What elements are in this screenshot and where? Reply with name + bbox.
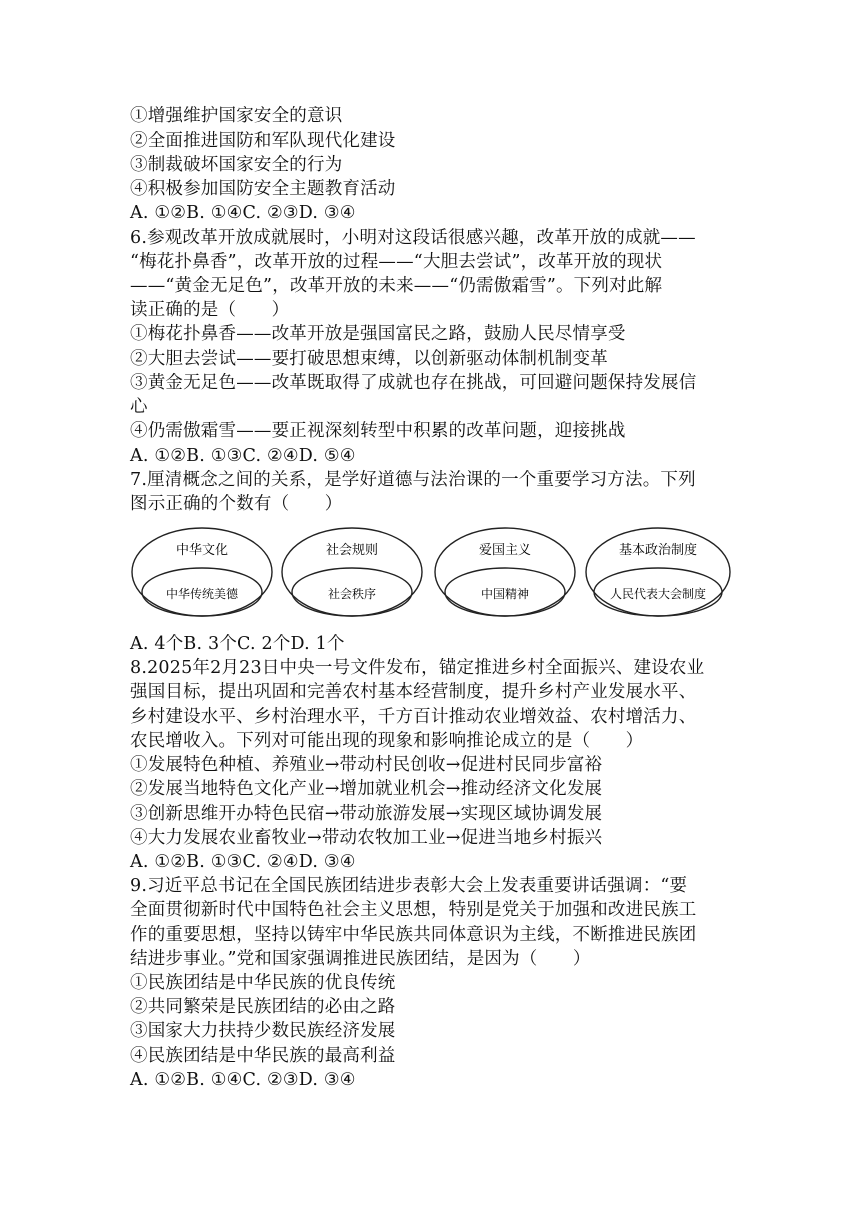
- text-line: ①增强维护国家安全的意识: [130, 106, 343, 126]
- text-line: ②共同繁荣是民族团结的必由之路: [130, 997, 396, 1017]
- answer-options: A. ①②B. ①③C. ②④D. ③④: [130, 852, 356, 872]
- text-line: ③黄金无足色——改革既取得了成就也存在挑战，可回避问题保持发展信: [130, 373, 697, 393]
- diagram-2-outer-label: 社会规则: [325, 543, 379, 558]
- question-6-text: “梅花扑鼻香”，改革开放的过程——“大胆去尝试”，改革开放的现状: [130, 252, 663, 272]
- question-8-text: 农民增收入。下列对可能出现的现象和影响推论成立的是（ ）: [130, 731, 644, 751]
- question-6-text: 读正确的是（ ）: [130, 300, 290, 320]
- question-7-text: 7.厘清概念之间的关系，是学好道德与法治课的一个重要学习方法。下列: [130, 470, 696, 490]
- answer-options: A. ①②B. ①③C. ②④D. ⑤④: [130, 446, 356, 466]
- diagram-2: [282, 528, 422, 616]
- diagram-2-inner-label: 社会秩序: [327, 587, 377, 601]
- diagram-3-outer-label: 爱国主义: [478, 543, 532, 558]
- diagram-1-outer-label: 中华文化: [175, 543, 229, 558]
- text-line: ①发展特色种植、养殖业→带动村民创收→促进村民同步富裕: [130, 755, 603, 775]
- question-9-text: 全面贯彻新时代中国特色社会主义思想，特别是党关于加强和改进民族工: [130, 900, 697, 920]
- text-line: ④民族团结是中华民族的最高利益: [130, 1046, 396, 1066]
- answer-options: A. ①②B. ①④C. ②③D. ③④: [130, 203, 356, 223]
- text-line: ④仍需傲霜雪——要正视深刻转型中积累的改革问题，迎接挑战: [130, 421, 626, 441]
- text-line: ②全面推进国防和军队现代化建设: [130, 131, 396, 151]
- diagram-3-inner-label: 中国精神: [480, 587, 530, 601]
- diagram-1: [132, 528, 272, 616]
- question-9-text: 作的重要思想，坚持以铸牢中华民族共同体意识为主线，不断推进民族团: [130, 925, 697, 945]
- question-6-text: ——“黄金无足色”，改革开放的未来——“仍需傲霜雪”。下列对此解: [130, 276, 663, 296]
- text-line: ①梅花扑鼻香——改革开放是强国富民之路，鼓励人民尽情享受: [130, 324, 626, 344]
- diagram-4-inner-label: 人民代表大会制度: [609, 587, 707, 601]
- diagram-4: [586, 528, 730, 616]
- text-line: ②发展当地特色文化产业→增加就业机会→推动经济文化发展: [130, 779, 603, 799]
- text-line: ④积极参加国防安全主题教育活动: [130, 179, 396, 199]
- concept-diagrams: [130, 522, 735, 622]
- text-line: ①民族团结是中华民族的优良传统: [130, 973, 396, 993]
- text-line: ④大力发展农业畜牧业→带动农牧加工业→促进当地乡村振兴: [130, 828, 603, 848]
- diagram-1-inner-label: 中华传统美德: [165, 587, 239, 601]
- question-7-text: 图示正确的个数有（ ）: [130, 494, 343, 514]
- diagram-4-outer-label: 基本政治制度: [618, 543, 698, 558]
- text-line: 心: [130, 397, 148, 417]
- question-8-text: 8.2025年2月23日中央一号文件发布，锚定推进乡村全面振兴、建设农业: [130, 658, 705, 678]
- text-line: ③制裁破坏国家安全的行为: [130, 155, 343, 175]
- text-line: ③创新思维开办特色民宿→带动旅游发展→实现区域协调发展: [130, 804, 603, 824]
- question-6-text: 6.参观改革开放成就展时，小明对这段话很感兴趣，改革开放的成就——: [130, 228, 696, 248]
- answer-options: A. ①②B. ①④C. ②③D. ③④: [130, 1070, 356, 1090]
- diagram-3: [435, 528, 575, 616]
- question-9-text: 9.习近平总书记在全国民族团结进步表彰大会上发表重要讲话强调：“要: [130, 876, 688, 896]
- question-8-text: 强国目标，提出巩固和完善农村基本经营制度，提升乡村产业发展水平、: [130, 682, 697, 702]
- answer-options: A. 4个B. 3个C. 2个D. 1个: [130, 634, 345, 654]
- text-line: ③国家大力扶持少数民族经济发展: [130, 1021, 396, 1041]
- text-line: ②大胆去尝试——要打破思想束缚，以创新驱动体制机制变革: [130, 349, 608, 369]
- question-9-text: 结进步事业。”党和国家强调推进民族团结，是因为（ ）: [130, 949, 591, 969]
- question-8-text: 乡村建设水平、乡村治理水平，千方百计推动农业增效益、农村增活力、: [130, 707, 697, 727]
